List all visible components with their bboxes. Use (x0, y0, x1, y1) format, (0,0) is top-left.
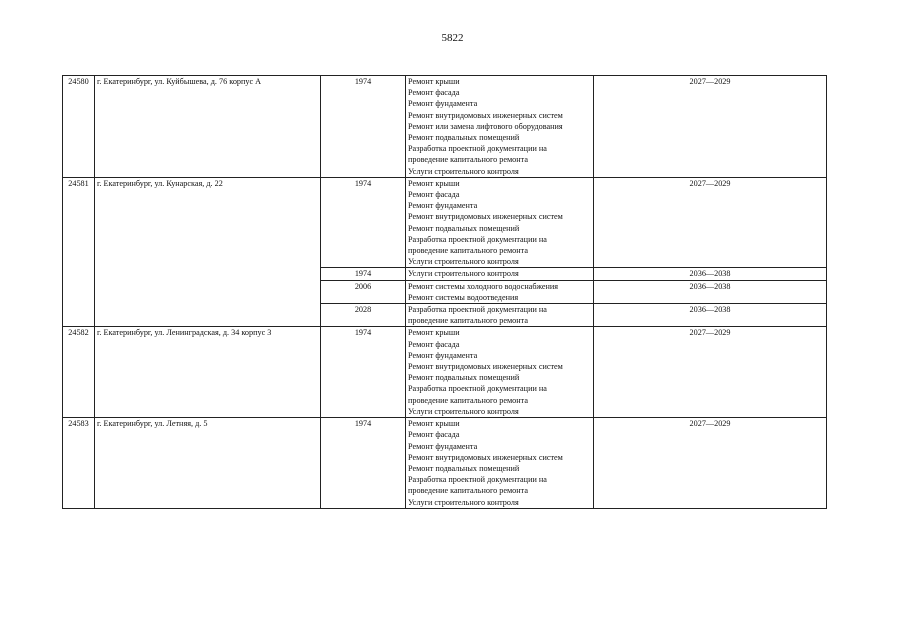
work-item: Ремонт фасада (408, 339, 460, 349)
work-item: Ремонт фасада (408, 430, 460, 440)
work-item: Ремонт системы холодного водоснабжения (408, 281, 559, 291)
repair-schedule-table (62, 75, 827, 509)
table-row (63, 327, 827, 418)
building-address: г. Екатеринбург, ул. Кунарская, д. 22 (95, 177, 321, 327)
work-item: Ремонт внутридомовых инженерных систем (408, 452, 563, 462)
work-item: Ремонт подвальных помещений (408, 223, 520, 233)
work-item: Ремонт или замена лифтового оборудования (408, 121, 563, 131)
building-address: г. Екатеринбург, ул. Ленинградская, д. 34 корпус 3 (95, 327, 321, 418)
building-address: г. Екатеринбург, ул. Летняя, д. 5 (95, 418, 321, 509)
works-list (406, 304, 594, 327)
work-item: Ремонт крыши (408, 328, 460, 338)
work-item: Ремонт крыши (408, 419, 460, 429)
work-item: Ремонт фундамента (408, 99, 478, 109)
works-list (406, 280, 594, 303)
page-number: 5822 (441, 32, 464, 44)
entry-number: 24583 (63, 418, 95, 509)
repair-schedule-body (63, 76, 827, 509)
work-item: Услуги строительного контроля (408, 269, 519, 279)
table-row (63, 177, 827, 268)
work-item: Ремонт внутридомовых инженерных систем (408, 212, 563, 222)
planned-period: 2027—2029 (594, 327, 827, 418)
planned-period: 2027—2029 (594, 177, 827, 268)
planned-period: 2027—2029 (594, 418, 827, 509)
work-item: Ремонт фундамента (408, 350, 478, 360)
work-item: Услуги строительного контроля (408, 406, 519, 416)
work-item: Ремонт внутридомовых инженерных систем (408, 110, 563, 120)
works-list (406, 418, 594, 509)
work-item: Ремонт подвальных помещений (408, 373, 520, 383)
work-item: проведение капитального ремонта (408, 246, 528, 256)
planned-period: 2027—2029 (594, 76, 827, 178)
planned-period: 2036—2038 (594, 268, 827, 280)
work-item: Услуги строительного контроля (408, 257, 519, 267)
work-item: Ремонт внутридомовых инженерных систем (408, 362, 563, 372)
year-cell: 1974 (321, 268, 406, 280)
building-address: г. Екатеринбург, ул. Куйбышева, д. 76 корпус А (95, 76, 321, 178)
work-item: Разработка проектной документации на (408, 475, 547, 485)
work-item: проведение капитального ремонта (408, 395, 528, 405)
work-item: проведение капитального ремонта (408, 486, 528, 496)
work-item: Ремонт фасада (408, 190, 460, 200)
work-item: Разработка проектной документации на (408, 234, 547, 244)
work-item: Ремонт крыши (408, 77, 460, 86)
year-cell: 2028 (321, 304, 406, 327)
work-item: Ремонт системы водоотведения (408, 292, 519, 302)
work-item: Разработка проектной документации на (408, 305, 547, 315)
entry-number: 24581 (63, 177, 95, 327)
work-item: Ремонт фасада (408, 88, 460, 98)
work-item: Ремонт подвальных помещений (408, 463, 520, 473)
year-cell: 1974 (321, 327, 406, 418)
works-list (406, 76, 594, 178)
work-item: проведение капитального ремонта (408, 316, 528, 326)
year-cell: 2006 (321, 280, 406, 303)
work-item: Разработка проектной документации на (408, 144, 547, 154)
work-item: проведение капитального ремонта (408, 155, 528, 165)
work-item: Ремонт подвальных помещений (408, 133, 520, 143)
year-cell: 1974 (321, 76, 406, 178)
year-cell: 1974 (321, 418, 406, 509)
entry-number: 24582 (63, 327, 95, 418)
work-item: Ремонт крыши (408, 178, 460, 188)
work-item: Услуги строительного контроля (408, 166, 519, 176)
works-list (406, 177, 594, 268)
year-cell: 1974 (321, 177, 406, 268)
work-item: Услуги строительного контроля (408, 497, 519, 507)
work-item: Ремонт фундамента (408, 441, 478, 451)
table-row (63, 76, 827, 178)
table-row (63, 418, 827, 509)
planned-period: 2036—2038 (594, 280, 827, 303)
entry-number: 24580 (63, 76, 95, 178)
work-item: Разработка проектной документации на (408, 384, 547, 394)
planned-period: 2036—2038 (594, 304, 827, 327)
works-list (406, 327, 594, 418)
works-list (406, 268, 594, 280)
work-item: Ремонт фундамента (408, 201, 478, 211)
